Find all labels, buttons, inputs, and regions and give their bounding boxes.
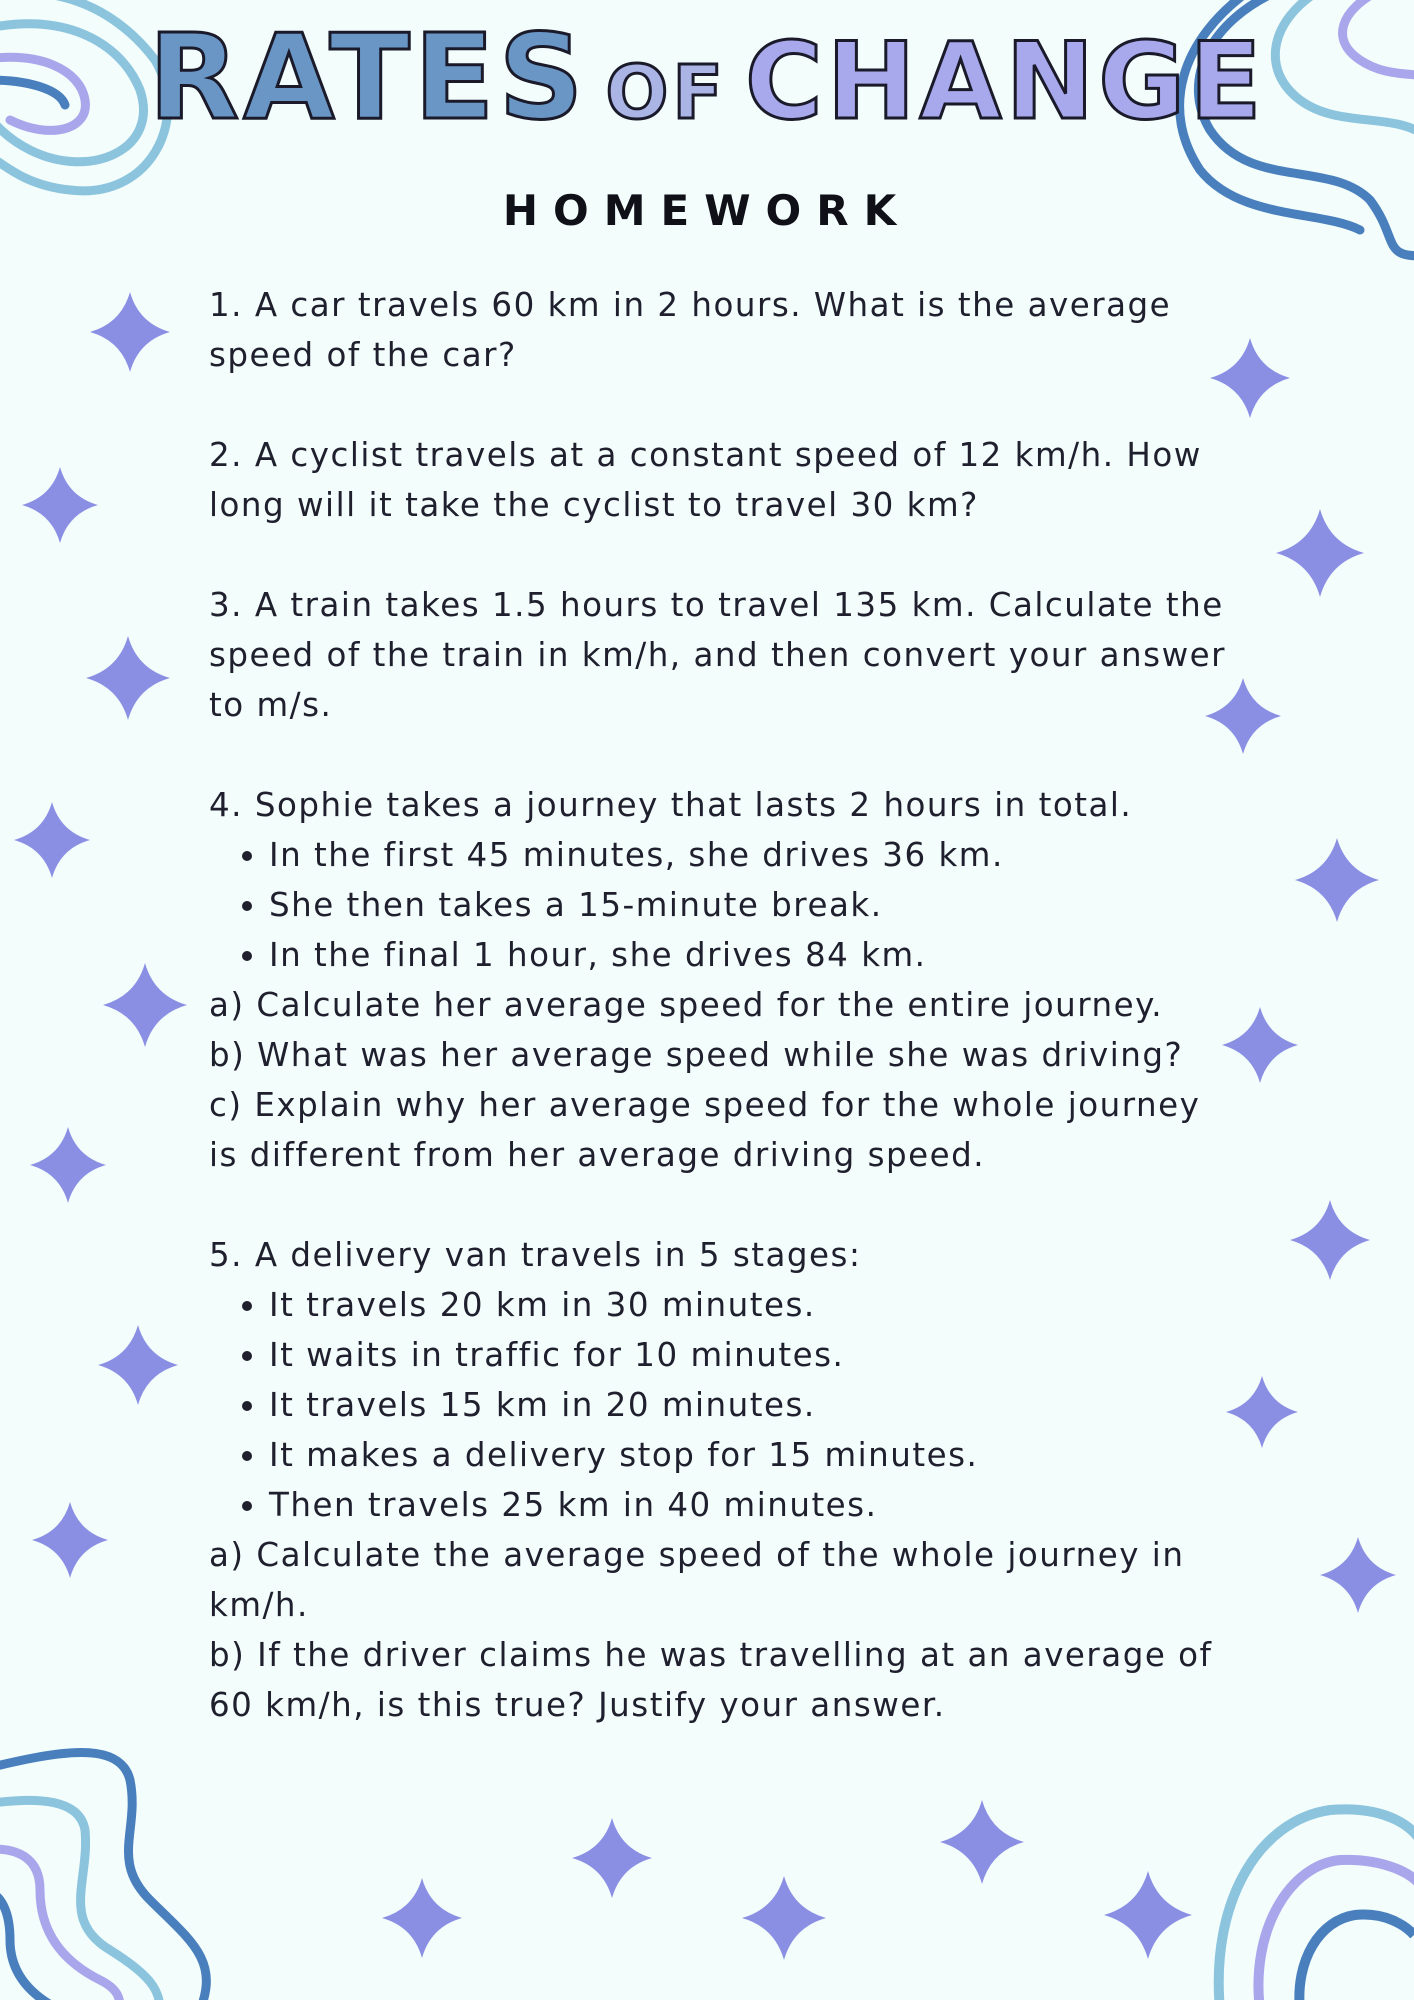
question-bullet: • It waits in traffic for 10 minutes. (269, 1330, 1229, 1380)
question-bullet: • Then travels 25 km in 40 minutes. (269, 1480, 1229, 1530)
sparkle-icon (742, 1876, 826, 1960)
sparkle-icon (98, 1325, 178, 1405)
question-bullet: • It travels 15 km in 20 minutes. (269, 1380, 1229, 1430)
question-2 (209, 430, 1229, 530)
sparkle-icon (1104, 1871, 1192, 1959)
sparkle-icon (1320, 1537, 1396, 1613)
sparkle-icon (90, 292, 170, 372)
question-bullet-list (209, 1280, 1229, 1530)
title-word-of: OF (605, 50, 727, 136)
sparkle-icon (572, 1818, 652, 1898)
question-part-a: a) Calculate her average speed for the entire journey. (209, 986, 1164, 1024)
question-text: 5. A delivery van travels in 5 stages: (209, 1236, 862, 1274)
question-part-b: b) If the driver claims he was travelling at an average of 60 km/h, is this true? Justify your answer. (209, 1636, 1213, 1724)
sparkle-icon (103, 963, 187, 1047)
swirl-bottom-left (0, 1753, 206, 2000)
question-bullet: • In the final 1 hour, she drives 84 km. (269, 930, 1229, 980)
sparkle-icon (1295, 838, 1379, 922)
title-word-rates: RATES (148, 8, 588, 146)
sparkle-icon (1226, 1376, 1298, 1448)
page-title (0, 8, 1414, 146)
question-text: 3. A train takes 1.5 hours to travel 135 km. Calculate the speed of the train in km/h, and then convert your answer to m/s. (209, 586, 1227, 724)
question-bullet: • It makes a delivery stop for 15 minutes. (269, 1430, 1229, 1480)
question-1 (209, 280, 1229, 380)
question-text: 1. A car travels 60 km in 2 hours. What is the average speed of the car? (209, 286, 1172, 374)
sparkle-icon (1276, 509, 1364, 597)
sparkle-icon (86, 636, 170, 720)
question-text: 2. A cyclist travels at a constant speed of 12 km/h. How long will it take the cyclist to travel 30 km? (209, 436, 1202, 524)
sparkle-icon (382, 1878, 462, 1958)
question-text: 4. Sophie takes a journey that lasts 2 hours in total. (209, 786, 1133, 824)
sparkle-icon (940, 1800, 1024, 1884)
sparkle-icon (22, 467, 98, 543)
sparkle-icon (30, 1127, 106, 1203)
question-3 (209, 580, 1229, 730)
sparkle-icon (32, 1502, 108, 1578)
page-subtitle: HOMEWORK (502, 186, 912, 235)
question-list (209, 280, 1229, 1780)
question-5 (209, 1230, 1229, 1730)
question-4 (209, 780, 1229, 1180)
question-part-b: b) What was her average speed while she was driving? (209, 1036, 1184, 1074)
question-bullet: • In the first 45 minutes, she drives 36 km. (269, 830, 1229, 880)
question-bullet: • It travels 20 km in 30 minutes. (269, 1280, 1229, 1330)
question-bullet: • She then takes a 15-minute break. (269, 880, 1229, 930)
sparkle-icon (1290, 1200, 1370, 1280)
question-part-a: a) Calculate the average speed of the whole journey in km/h. (209, 1536, 1185, 1624)
sparkle-icon (14, 802, 90, 878)
question-part-c: c) Explain why her average speed for the whole journey is different from her average driving speed. (209, 1086, 1201, 1174)
title-word-change: CHANGE (744, 20, 1266, 143)
question-bullet-list (209, 830, 1229, 980)
arches-bottom-right (1219, 1809, 1414, 2000)
sparkle-icon (1222, 1007, 1298, 1083)
